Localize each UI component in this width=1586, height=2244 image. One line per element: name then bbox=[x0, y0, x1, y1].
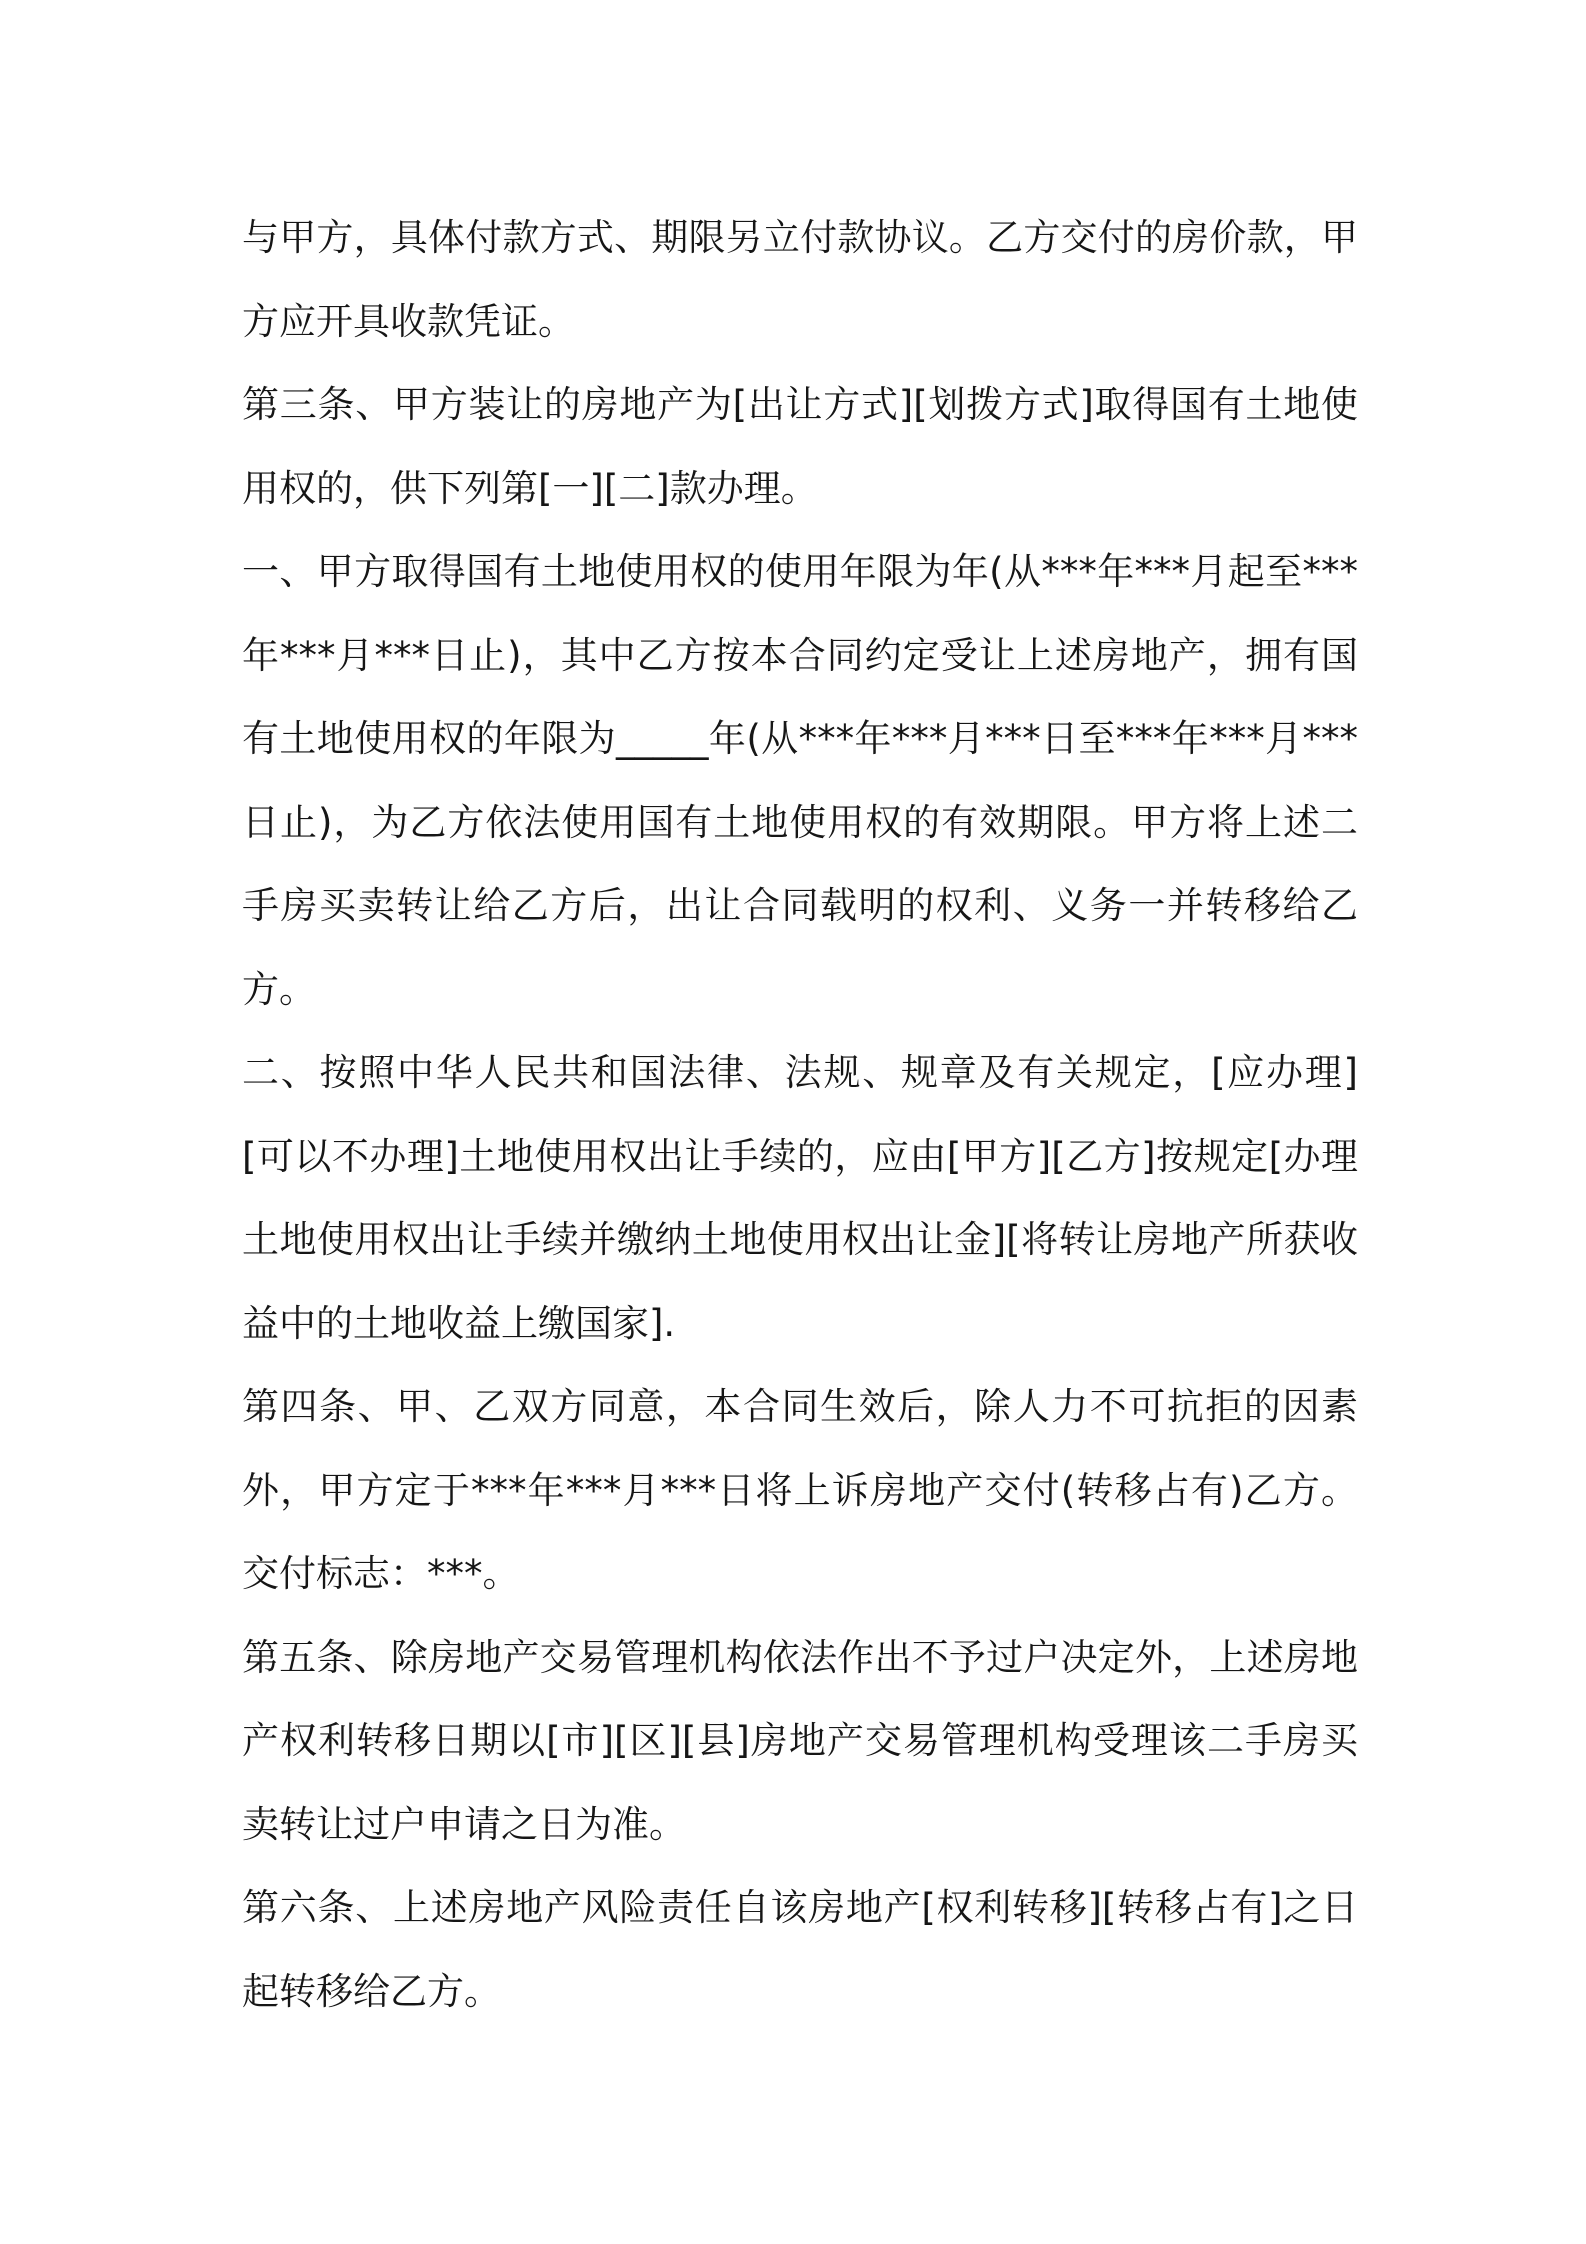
document-body bbox=[242, 196, 1358, 2033]
paragraph-article-5: 第五条、除房地产交易管理机构依法作出不予过户决定外，上述房地产权利转移日期以[市][区][县]房地产交易管理机构受理该二手房买卖转让过户申请之日为准。 bbox=[242, 1635, 1358, 1846]
paragraph-article-6: 第六条、上述房地产风险责任自该房地产[权利转移][转移占有]之日起转移给乙方。 bbox=[242, 1886, 1358, 2013]
paragraph-payment-continuation: 与甲方，具体付款方式、期限另立付款协议。乙方交付的房价款，甲方应开具收款凭证。 bbox=[242, 216, 1358, 343]
paragraph-article-3-item-1: 一、甲方取得国有土地使用权的使用年限为年(从***年***月起至***年***月***日止)，其中乙方按本合同约定受让上述房地产，拥有国有土地使用权的年限为_____年(从***年***月***日至***年***月***日止)，为乙方依法使用国有土地使用权的有效期限。甲方将上述二手房买卖转让给乙方后，出让合同载明的权利、义务一并转移给乙方。 bbox=[242, 550, 1358, 1011]
paragraph-article-4: 第四条、甲、乙双方同意，本合同生效后，除人力不可抗拒的因素外，甲方定于***年***月***日将上诉房地产交付(转移占有)乙方。交付标志：***。 bbox=[242, 1385, 1358, 1595]
paragraph-article-3: 第三条、甲方装让的房地产为[出让方式][划拨方式]取得国有土地使用权的，供下列第[一][二]款办理。 bbox=[242, 383, 1358, 510]
paragraph-article-3-item-2: 二、按照中华人民共和国法律、法规、规章及有关规定，[应办理][可以不办理]土地使用权出让手续的，应由[甲方][乙方]按规定[办理土地使用权出让手续并缴纳土地使用权出让金][将转让房地产所获收益中的土地收益上缴国家]. bbox=[242, 1051, 1358, 1345]
